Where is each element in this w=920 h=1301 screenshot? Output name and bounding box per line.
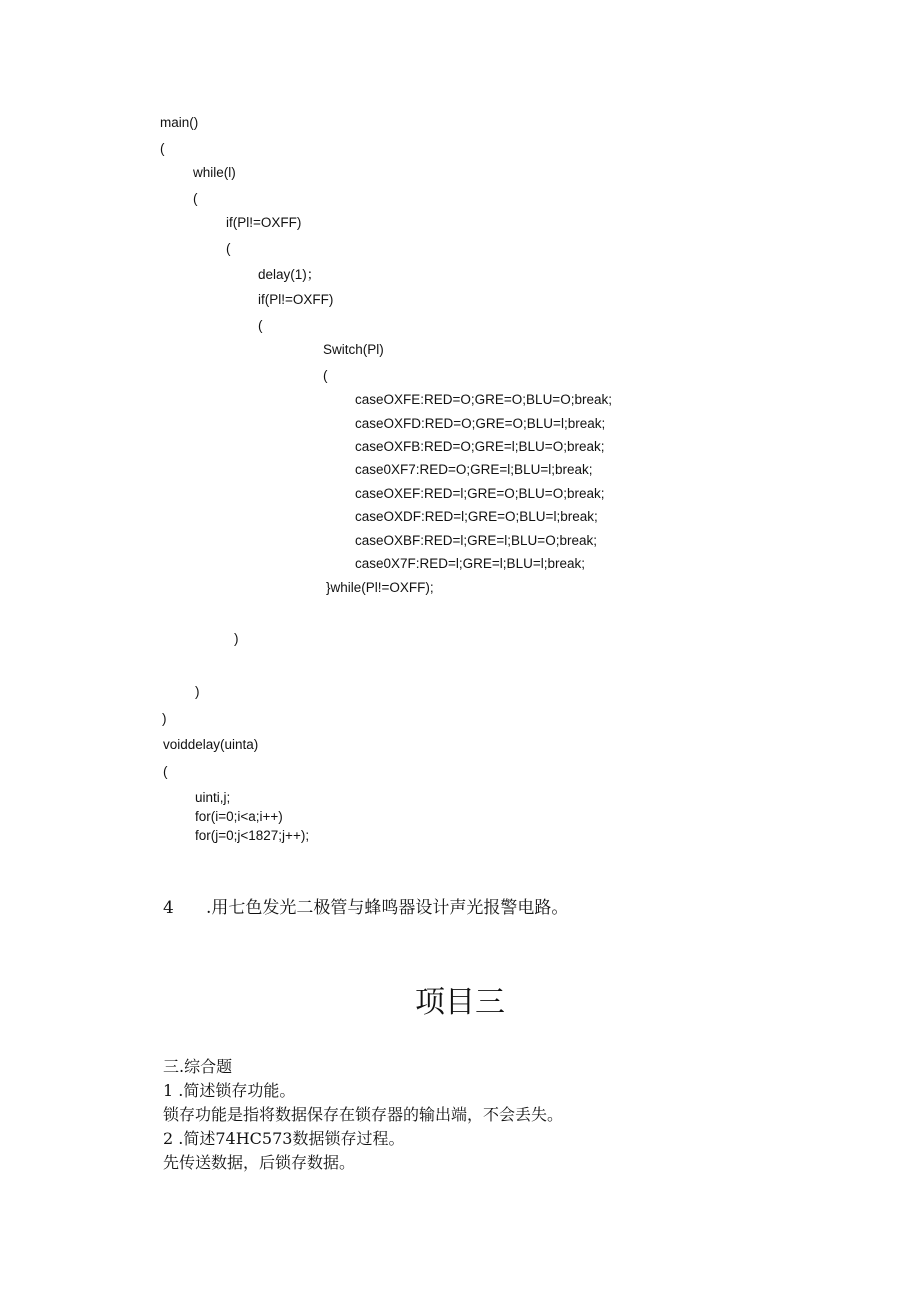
code-line: ( xyxy=(226,241,231,256)
answer-1: 锁存功能是指将数据保存在锁存器的输出端，不会丢失。 xyxy=(163,1105,564,1124)
code-line: voiddelay(uinta) xyxy=(163,737,259,752)
code-line: while(l) xyxy=(193,165,236,180)
code-line: delay(1)； xyxy=(258,267,321,282)
code-line: uinti,j; xyxy=(195,790,231,805)
answer-2: 先传送数据，后锁存数据。 xyxy=(163,1153,356,1172)
code-line: ( xyxy=(163,764,168,779)
code-line: ( xyxy=(160,141,165,156)
question-number: 4 xyxy=(163,898,174,918)
question-1: 1 .简述锁存功能。 xyxy=(163,1081,296,1100)
code-line: ) xyxy=(234,631,239,646)
code-line: ) xyxy=(162,711,167,726)
code-line: for(j=0;j<1827;j++); xyxy=(195,828,310,843)
code-line: caseOXFE:RED=O;GRE=O;BLU=O;break; xyxy=(355,392,612,407)
code-line: case0X7F:RED=l;GRE=l;BLU=l;break; xyxy=(355,556,585,571)
code-line: ) xyxy=(195,684,200,699)
code-line: caseOXBF:RED=l;GRE=l;BLU=O;break; xyxy=(355,533,597,548)
code-line: case0XF7:RED=O;GRE=l;BLU=l;break; xyxy=(355,462,593,477)
code-line: caseOXDF:RED=l;GRE=O;BLU=l;break; xyxy=(355,509,598,524)
section-title: 项目三 xyxy=(415,985,505,1020)
code-line: ( xyxy=(258,318,263,333)
subsection-heading: 三.综合题 xyxy=(163,1057,233,1076)
code-line: caseOXFD:RED=O;GRE=O;BLU=l;break; xyxy=(355,416,606,431)
code-line: main() xyxy=(160,115,199,130)
code-line: ( xyxy=(323,368,328,383)
code-line: if(Pl!=OXFF) xyxy=(226,215,302,230)
code-line: Switch(Pl) xyxy=(323,342,384,357)
code-line: if(Pl!=OXFF) xyxy=(258,292,334,307)
code-line: }while(Pl!=OXFF); xyxy=(326,580,434,595)
code-line: for(i=0;i<a;i++) xyxy=(195,809,283,824)
question-text: .用七色发光二极管与蜂鸣器设计声光报警电路。 xyxy=(206,898,569,918)
code-line: ( xyxy=(193,191,198,206)
question-2: 2 .简述74HC573数据锁存过程。 xyxy=(163,1129,405,1148)
code-line: caseOXEF:RED=l;GRE=O;BLU=O;break; xyxy=(355,486,605,501)
code-line: caseOXFB:RED=O;GRE=l;BLU=O;break; xyxy=(355,439,605,454)
